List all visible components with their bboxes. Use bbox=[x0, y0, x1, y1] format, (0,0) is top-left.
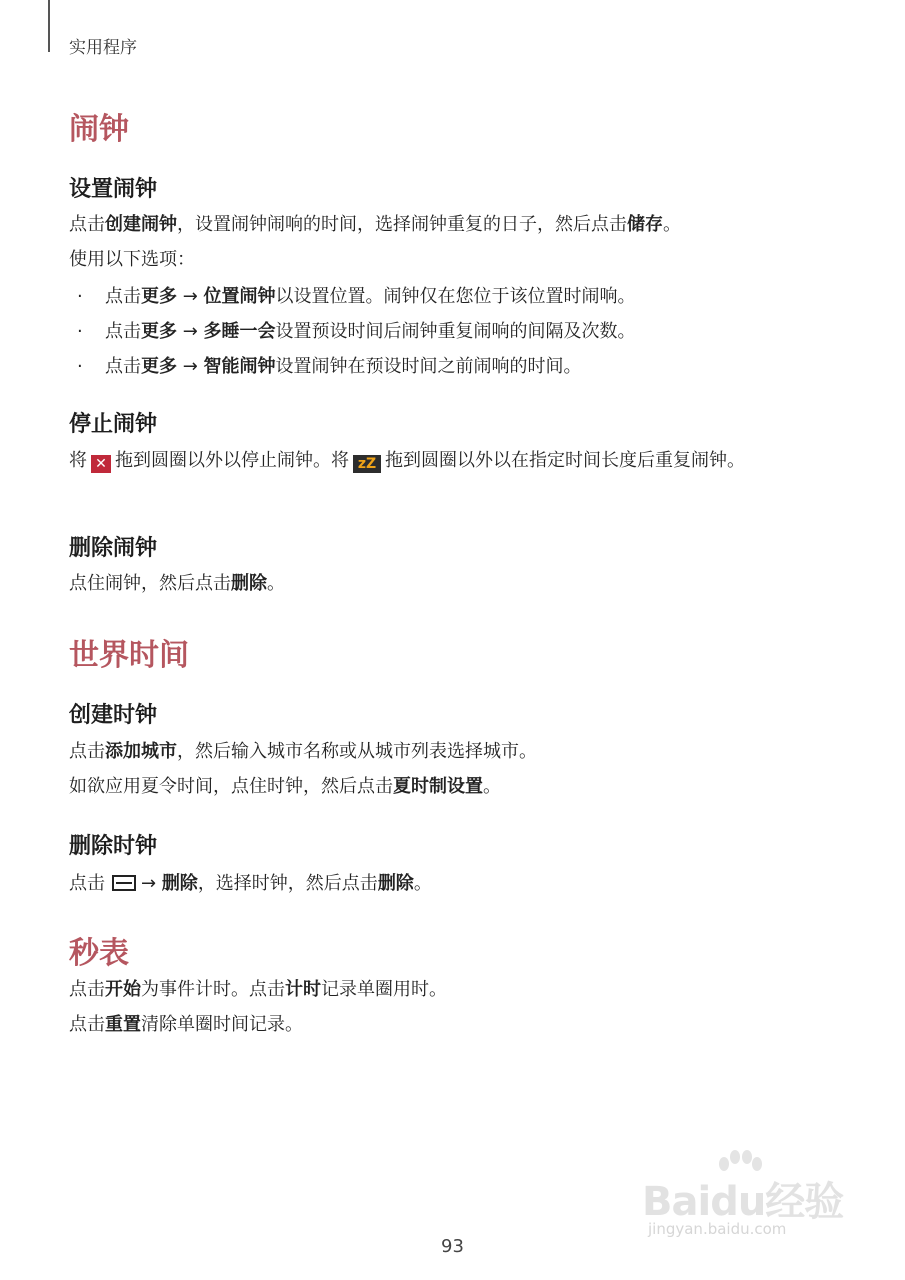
heading-delete-alarm: 删除闹钟 bbox=[69, 536, 158, 561]
stopwatch-instruction-2: 点击重置清除单圈时间记录。 bbox=[69, 1014, 303, 1035]
section-title-stopwatch: 秒表 bbox=[69, 936, 129, 971]
options-intro: 使用以下选项： bbox=[69, 249, 195, 270]
baidu-watermark bbox=[642, 1150, 862, 1245]
watermark-logo: Baidu经验 bbox=[642, 1179, 844, 1225]
stop-alarm-instruction: 将 ✕ 拖到圆圈以外以停止闹钟。将 zZ 拖到圆圈以外以在指定时间长度后重复闹钟。 bbox=[69, 450, 745, 472]
create-clock-instruction: 点击添加城市，然后输入城市名称或从城市列表选择城市。 bbox=[69, 741, 537, 762]
snooze-icon: zZ bbox=[353, 455, 381, 473]
header-section-label: 实用程序 bbox=[69, 38, 137, 58]
list-item: · 点击更多 → 智能闹钟设置闹钟在预设时间之前闹响的时间。 bbox=[77, 356, 582, 377]
heading-set-alarm: 设置闹钟 bbox=[69, 177, 158, 202]
stopwatch-instruction-1: 点击开始为事件计时。点击计时记录单圈用时。 bbox=[69, 979, 447, 1000]
delete-alarm-instruction: 点住闹钟，然后点击删除。 bbox=[69, 573, 285, 594]
set-alarm-instruction: 点击创建闹钟，设置闹钟闹响的时间，选择闹钟重复的日子，然后点击储存。 bbox=[69, 214, 681, 235]
section-title-worldclock: 世界时间 bbox=[69, 638, 189, 673]
header-rule bbox=[48, 0, 50, 52]
dst-instruction: 如欲应用夏令时间，点住时钟，然后点击夏时制设置。 bbox=[69, 776, 501, 797]
delete-clock-instruction: 点击 → 删除，选择时钟，然后点击删除。 bbox=[69, 873, 432, 894]
heading-stop-alarm: 停止闹钟 bbox=[69, 412, 158, 437]
page-number: 93 bbox=[441, 1236, 464, 1257]
list-item: · 点击更多 → 多睡一会设置预设时间后闹钟重复闹响的间隔及次数。 bbox=[77, 321, 636, 342]
watermark-url: jingyan.baidu.com bbox=[648, 1220, 787, 1238]
heading-delete-clock: 删除时钟 bbox=[69, 834, 158, 859]
menu-icon bbox=[111, 874, 137, 892]
section-title-alarm: 闹钟 bbox=[69, 112, 129, 147]
create-alarm-label: 创建闹钟 bbox=[105, 214, 177, 235]
save-label: 储存 bbox=[627, 214, 663, 235]
heading-create-clock: 创建时钟 bbox=[69, 703, 158, 728]
dismiss-x-icon: ✕ bbox=[91, 455, 111, 473]
list-item: · 点击更多 → 位置闹钟以设置位置。闹钟仅在您位于该位置时闹响。 bbox=[77, 286, 636, 307]
